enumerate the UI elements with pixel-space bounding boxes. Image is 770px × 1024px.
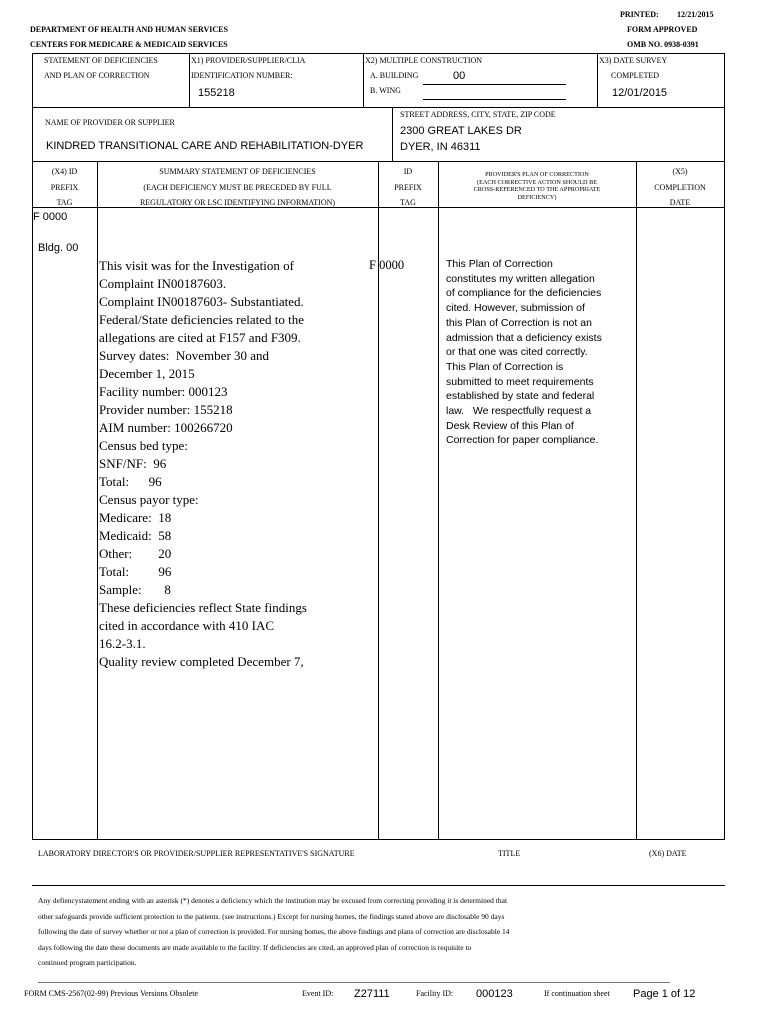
director-signature-label: LABORATORY DIRECTOR'S OR PROVIDER/SUPPLIER REPRESENTATIVE'S SIGNATURE xyxy=(38,849,355,858)
survey-date-value: 12/01/2015 xyxy=(612,87,668,99)
summary-line: Complaint IN00187603- Substantiated. xyxy=(99,294,304,309)
centers-name: CENTERS FOR MEDICARE & MEDICAID SERVICES xyxy=(30,40,228,49)
continuation-label: If continuation sheet xyxy=(544,989,610,998)
form-approved: FORM APPROVED xyxy=(627,25,698,34)
disclaimer-line: days following the date these documents are made available to the facility. If deficiencies are cited, an approved plan of correction is requisite to xyxy=(38,942,472,952)
summary-line: Complaint IN00187603. xyxy=(99,276,227,291)
summary-line: Total: 96 xyxy=(99,474,162,489)
poc-line: Desk Review of this Plan of xyxy=(446,419,574,432)
building-label: A. BUILDING xyxy=(370,71,419,80)
poc-header-line: CROSS-REFERENCED TO THE APPROPRIATE xyxy=(473,186,601,194)
disclaimer-line: continued program participation. xyxy=(38,958,137,967)
x3-label-2: COMPLETED xyxy=(611,71,659,80)
disclaimer-rule xyxy=(38,982,670,983)
disclaimer-line: Any defiencystatement ending with an asterisk (*) denotes a deficiency which the institution may be excused from correcting providing it is determined that xyxy=(38,896,508,905)
provider-name-value: KINDRED TRANSITIONAL CARE AND REHABILITATION-DYER xyxy=(46,140,364,152)
provider-id-value: 155218 xyxy=(198,87,235,99)
rule-x3 xyxy=(597,53,598,107)
poc-line: established by state and federal xyxy=(446,390,595,403)
plan-of-correction xyxy=(446,257,634,448)
poc-line: or that one was cited correctly. xyxy=(446,346,588,359)
building-value: 00 xyxy=(453,70,466,82)
summary-line: Census payor type: xyxy=(99,492,199,507)
address-label: STREET ADDRESS, CITY, STATE, ZIP CODE xyxy=(400,110,556,119)
address-line-2: DYER, IN 46311 xyxy=(400,141,481,153)
omb-number: OMB NO. 0938-0391 xyxy=(627,40,699,49)
id-header-line: TAG xyxy=(400,198,416,207)
title-label: TITLE xyxy=(498,849,521,858)
summary-line: 16.2-3.1. xyxy=(99,636,146,651)
summary-line: Survey dates: November 30 and xyxy=(99,348,270,363)
building-underline xyxy=(423,84,566,85)
rule-top xyxy=(32,53,725,54)
form-number: FORM CMS-2567(02-99) Previous Versions Obsolete xyxy=(24,989,199,998)
poc-line: Correction for paper compliance. xyxy=(446,434,599,447)
statement-label-2: AND PLAN OF CORRECTION xyxy=(44,71,150,80)
rule-address xyxy=(392,107,393,161)
disclaimer xyxy=(38,893,718,971)
poc-line: law. We respectfully request a xyxy=(446,405,592,418)
summary-statement xyxy=(99,257,375,671)
summary-header-line: (EACH DEFICIENCY MUST BE PRECEDED BY FULL xyxy=(143,182,332,192)
event-id-label: Event ID: xyxy=(302,989,334,998)
poc-header-line: PROVIDER'S PLAN OF CORRECTION xyxy=(485,171,589,178)
disclaimer-line: other safeguards provide sufficient protection to the patients. (see instructions.) Except for nursing homes, the findings stated above are disclosable 90 days xyxy=(38,911,505,921)
summary-line: allegations are cited at F157 and F309. xyxy=(99,330,301,345)
summary-line: Medicaid: 58 xyxy=(99,528,172,543)
building-tag: Bldg. 00 xyxy=(38,242,79,254)
address-line-1: 2300 GREAT LAKES DR xyxy=(400,125,522,137)
summary-line: This visit was for the Investigation of xyxy=(99,258,294,273)
summary-header-line: SUMMARY STATEMENT OF DEFICIENCIES xyxy=(159,167,316,176)
rule-col-3 xyxy=(438,161,439,839)
rule-x1 xyxy=(189,53,190,107)
summary-line: Facility number: 000123 xyxy=(99,384,228,399)
id-header-line: ID xyxy=(403,167,413,176)
id-header-line: PREFIX xyxy=(394,182,422,192)
rule-content-bottom xyxy=(32,839,725,840)
x5-header-line: DATE xyxy=(669,198,691,207)
summary-line: SNF/NF: 96 xyxy=(99,456,167,471)
summary-header-line: REGULATORY OR LSC IDENTIFYING INFORMATION) xyxy=(139,198,336,207)
printed-date: 12/21/2015 xyxy=(677,10,714,19)
date-label: (X6) DATE xyxy=(649,849,687,858)
wing-label: B. WING xyxy=(370,86,401,95)
x4-header xyxy=(32,164,97,211)
x5-header xyxy=(636,164,724,211)
summary-line: These deficiencies reflect State findings xyxy=(99,600,307,615)
poc-line: this Plan of Correction is not an xyxy=(446,316,592,329)
id-header xyxy=(378,164,438,211)
x4-header-line: (X4) ID xyxy=(51,167,78,176)
rule-col-1 xyxy=(97,161,98,839)
rule-x2 xyxy=(363,53,364,107)
facility-id-label: Facility ID: xyxy=(416,989,454,998)
poc-line: cited. However, submission of xyxy=(446,302,585,315)
statement-label-1: STATEMENT OF DEFICIENCIES xyxy=(44,56,158,65)
poc-header-line: (EACH CORRECTIVE ACTION SHOULD BE xyxy=(477,178,597,186)
printed-label: PRINTED: xyxy=(620,10,659,19)
page-number: Page 1 of 12 xyxy=(633,988,696,1000)
x3-label-1: X3) DATE SURVEY xyxy=(599,56,668,65)
x5-header-line: COMPLETION xyxy=(654,182,706,192)
event-id-value: Z27111 xyxy=(354,988,390,1000)
x5-header-line: (X5) xyxy=(672,167,688,176)
x1-label-2: IDENTIFICATION NUMBER: xyxy=(191,71,293,80)
x1-label-1: X1) PROVIDER/SUPPLIER/CLIA xyxy=(191,56,306,65)
wing-underline xyxy=(423,99,566,100)
signature-rule xyxy=(32,885,725,886)
summary-line: AIM number: 100266720 xyxy=(99,420,233,435)
poc-line: admission that a deficiency exists xyxy=(446,331,602,344)
dept-name: DEPARTMENT OF HEALTH AND HUMAN SERVICES xyxy=(30,25,228,34)
summary-line: Sample: 8 xyxy=(99,582,171,597)
x2-label: X2) MULTIPLE CONSTRUCTION xyxy=(365,56,483,65)
summary-line: Federal/State deficiencies related to the xyxy=(99,312,305,327)
prefix-tag: F 0000 xyxy=(33,211,68,223)
summary-line: Total: 96 xyxy=(99,564,172,579)
poc-line: of compliance for the deficiencies xyxy=(446,287,602,300)
facility-id-value: 000123 xyxy=(476,988,513,1000)
rule-mid xyxy=(32,107,725,108)
disclaimer-line: following the date of survey whether or not a plan of correction is provided. For nursing homes, the above findings and plans of correction are disclosable 14 xyxy=(38,927,510,936)
summary-line: Provider number: 155218 xyxy=(99,402,233,417)
rule-right xyxy=(724,53,725,839)
poc-line: This Plan of Correction xyxy=(446,258,553,270)
summary-line: Census bed type: xyxy=(99,438,188,453)
poc-line: constitutes my written allegation xyxy=(446,272,595,285)
summary-line: Other: 20 xyxy=(99,546,172,561)
summary-line: Medicare: 18 xyxy=(99,510,172,525)
x4-header-line: TAG xyxy=(56,198,73,207)
summary-line: cited in accordance with 410 IAC xyxy=(99,618,275,633)
x4-header-line: PREFIX xyxy=(50,182,79,192)
poc-header xyxy=(438,171,636,201)
id-tag: F 0000 xyxy=(369,258,405,272)
poc-header-line: DEFICIENCY) xyxy=(517,193,557,201)
summary-line: Quality review completed December 7, xyxy=(99,654,304,669)
summary-header xyxy=(97,164,378,211)
poc-line: This Plan of Correction is xyxy=(446,360,564,373)
poc-line: submitted to meet requirements xyxy=(446,375,594,388)
summary-line: December 1, 2015 xyxy=(99,366,195,381)
provider-name-label: NAME OF PROVIDER OR SUPPLIER xyxy=(45,118,175,127)
rule-col-4 xyxy=(636,161,637,839)
